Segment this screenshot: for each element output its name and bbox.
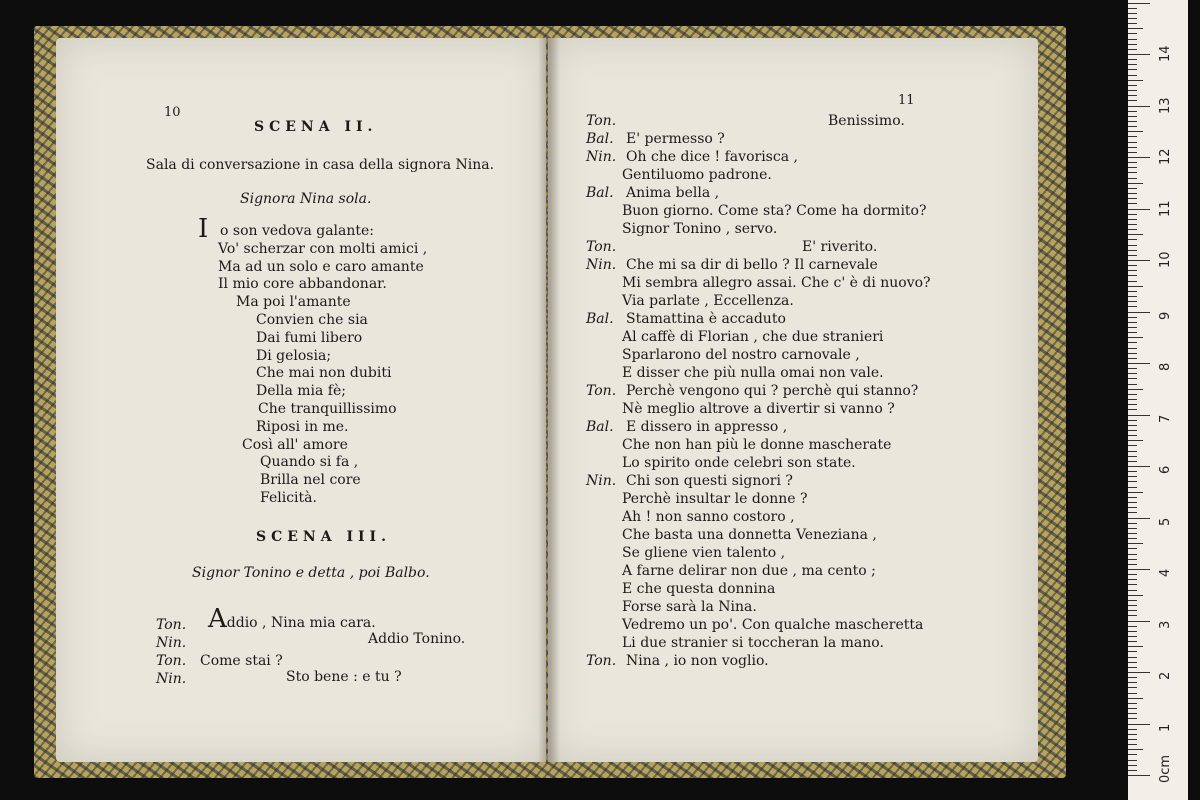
dialogue-line: Forse sarà la Nina. <box>622 599 757 615</box>
ruler-tick <box>1128 605 1137 606</box>
dialogue-line: E' permesso ? <box>626 131 725 147</box>
ruler-tick <box>1128 13 1137 14</box>
dialogue-line: Sparlarono del nostro carnovale , <box>622 347 860 363</box>
ruler-tick <box>1128 3 1150 4</box>
book-gutter <box>538 38 560 762</box>
ruler-tick <box>1128 100 1137 101</box>
ruler-tick <box>1128 775 1150 776</box>
ruler-tick <box>1128 245 1137 246</box>
speaker-label: Nin. <box>586 473 617 489</box>
page-number-left: 10 <box>164 105 181 120</box>
ruler-tick <box>1128 415 1150 416</box>
ruler-tick <box>1128 358 1137 359</box>
ruler-tick <box>1128 590 1137 591</box>
ruler-tick <box>1128 595 1143 596</box>
dialogue-line: Gentiluomo padrone. <box>622 167 772 183</box>
speaker-label: Nin. <box>156 671 187 687</box>
scene-cast: Signora Nina sola. <box>240 191 372 207</box>
ruler-tick <box>1128 502 1137 503</box>
ruler-tick <box>1128 724 1150 725</box>
page-number-right: 11 <box>898 93 915 108</box>
ruler-tick <box>1128 579 1137 580</box>
speaker-label: Ton. <box>156 653 187 669</box>
ruler-tick <box>1128 126 1137 127</box>
ruler-tick <box>1128 682 1137 683</box>
scene3-title: SCENA III. <box>256 529 391 545</box>
dialogue-line: Benissimo. <box>828 113 905 129</box>
ruler-tick <box>1128 713 1137 714</box>
ruler-tick <box>1128 548 1137 549</box>
aria-verse-line: Di gelosia; <box>256 347 332 364</box>
ruler-tick <box>1128 621 1150 622</box>
ruler-tick <box>1128 378 1137 379</box>
ruler-label: 8 <box>1158 362 1173 371</box>
ruler-tick <box>1128 281 1137 282</box>
ruler-tick <box>1128 301 1137 302</box>
ruler-tick <box>1128 337 1143 338</box>
ruler-tick <box>1128 461 1137 462</box>
ruler-tick <box>1128 373 1137 374</box>
dialogue-line: Vedremo un po'. Con qualche mascheretta <box>622 617 924 633</box>
ruler-tick <box>1128 770 1137 771</box>
speaker-label: Bal. <box>586 131 614 147</box>
dialogue-text: ddio , Nina mia cara. <box>226 615 376 631</box>
ruler-tick <box>1128 255 1137 256</box>
ruler-tick <box>1128 193 1137 194</box>
speaker-label: Ton. <box>586 239 617 255</box>
dialogue-line: Mi sembra allegro assai. Che c' è di nuovo? <box>622 275 931 291</box>
ruler-tick <box>1128 533 1137 534</box>
ruler-tick <box>1128 569 1150 570</box>
ruler-tick <box>1128 363 1150 364</box>
ruler-tick <box>1128 44 1137 45</box>
dialogue-line: Buon giorno. Come sta? Come ha dormito? <box>622 203 927 219</box>
dialogue-line: Sto bene : e tu ? <box>286 669 402 685</box>
ruler-tick <box>1128 492 1143 493</box>
ruler-tick <box>1128 564 1137 565</box>
speaker-label: Nin. <box>586 257 617 273</box>
ruler-tick <box>1128 332 1137 333</box>
ruler-tick <box>1128 409 1137 410</box>
ruler-tick <box>1128 672 1150 673</box>
ruler-tick <box>1128 471 1137 472</box>
dialogue-line: Al caffè di Florian , che due stranieri <box>622 329 884 345</box>
ruler-tick <box>1128 69 1137 70</box>
aria-verse-line: Convien che sia <box>256 312 368 328</box>
ruler-tick <box>1128 265 1137 266</box>
ruler-tick <box>1128 116 1137 117</box>
dialogue-line: Stamattina è accaduto <box>626 311 786 327</box>
ruler-label: 5 <box>1158 517 1173 526</box>
dialogue-line: Lo spirito onde celebri son state. <box>622 455 856 471</box>
ruler-label: 1 <box>1158 723 1173 732</box>
ruler-tick <box>1128 481 1137 482</box>
ruler-tick <box>1128 322 1137 323</box>
aria-verse-line: Che mai non dubiti <box>256 365 392 382</box>
aria-verse-line: Felicità. <box>260 490 317 506</box>
aria-verse-line: Riposi in me. <box>256 418 349 435</box>
ruler-tick <box>1128 631 1137 632</box>
ruler-tick <box>1128 28 1143 29</box>
speaker-label: Nin. <box>586 149 617 165</box>
speaker-label: Ton. <box>586 113 617 129</box>
ruler-tick <box>1128 188 1137 189</box>
ruler-tick <box>1128 451 1137 452</box>
dialogue-line: Anima bella , <box>626 185 720 201</box>
dialogue-line: E che questa donnina <box>622 581 776 597</box>
ruler-tick <box>1128 90 1137 91</box>
ruler-label: 14 <box>1158 45 1173 62</box>
ruler-tick <box>1128 39 1137 40</box>
aria-verse-line: Brilla nel core <box>260 472 361 489</box>
ruler-tick <box>1128 368 1137 369</box>
ruler-tick <box>1128 49 1137 50</box>
ruler-tick <box>1128 528 1137 529</box>
ruler-tick <box>1128 234 1143 235</box>
ruler-tick <box>1128 626 1137 627</box>
ruler-tick <box>1128 178 1137 179</box>
aria-verse-line: Quando si fa , <box>260 454 359 471</box>
dialogue-line: Perchè insultar le donne ? <box>622 491 808 507</box>
ruler-tick <box>1128 157 1150 158</box>
aria-verse-line: Ma ad un solo e caro amante <box>218 258 424 275</box>
ruler-tick <box>1128 342 1137 343</box>
ruler-tick <box>1128 651 1137 652</box>
ruler-tick <box>1128 749 1143 750</box>
ruler-label: 12 <box>1158 148 1173 165</box>
ruler-tick <box>1128 214 1137 215</box>
ruler-tick <box>1128 615 1137 616</box>
ruler-tick <box>1128 404 1137 405</box>
ruler-tick <box>1128 641 1137 642</box>
ruler-tick <box>1128 229 1137 230</box>
ruler-tick <box>1128 198 1137 199</box>
ruler-tick <box>1128 476 1137 477</box>
ruler-label: 7 <box>1158 414 1173 423</box>
ruler-tick <box>1128 600 1137 601</box>
ruler-tick <box>1128 203 1137 204</box>
ruler-tick <box>1128 687 1137 688</box>
aria-verse-line: Ma poi l'amante <box>236 294 351 311</box>
ruler-tick <box>1128 518 1150 519</box>
ruler-label: 4 <box>1158 568 1173 577</box>
ruler-tick <box>1128 440 1143 441</box>
ruler-tick <box>1128 167 1137 168</box>
measuring-ruler <box>1128 0 1188 800</box>
ruler-tick <box>1128 317 1137 318</box>
ruler-tick <box>1128 512 1137 513</box>
ruler-tick <box>1128 23 1137 24</box>
dialogue-line: Che basta una donnetta Veneziana , <box>622 527 877 543</box>
ruler-tick <box>1128 162 1137 163</box>
dialogue-line: Addio Tonino. <box>368 631 466 647</box>
ruler-tick <box>1128 136 1137 137</box>
ruler-label: 10 <box>1158 251 1173 268</box>
dialogue-line: Oh che dice ! favorisca , <box>626 149 798 165</box>
ruler-tick <box>1128 559 1137 560</box>
dialogue-line: E dissero in appresso , <box>626 419 788 435</box>
ruler-tick <box>1128 142 1137 143</box>
ruler-tick <box>1128 306 1137 307</box>
speaker-label: Ton. <box>586 653 617 669</box>
aria-verse-line: Dai fumi libero <box>256 329 363 346</box>
ruler-tick <box>1128 348 1137 349</box>
speaker-label: Ton. <box>586 383 617 399</box>
aria-drop-cap: I <box>198 214 209 244</box>
ruler-tick <box>1128 312 1150 313</box>
dialogue-line: Che mi sa dir di bello ? Il carnevale <box>626 257 878 273</box>
ruler-tick <box>1128 646 1143 647</box>
dialogue-line: Ah ! non sanno costoro , <box>622 509 795 525</box>
ruler-tick <box>1128 734 1137 735</box>
dialogue-line: Come stai ? <box>200 653 283 669</box>
ruler-tick <box>1128 59 1137 60</box>
ruler-tick <box>1128 765 1137 766</box>
ruler-tick <box>1128 353 1137 354</box>
speaker-label: Bal. <box>586 311 614 327</box>
ruler-tick <box>1128 80 1143 81</box>
ruler-tick <box>1128 538 1137 539</box>
ruler-tick <box>1128 250 1137 251</box>
ruler-tick <box>1128 327 1137 328</box>
ruler-tick <box>1128 54 1150 55</box>
ruler-tick <box>1128 718 1137 719</box>
ruler-tick <box>1128 121 1137 122</box>
ruler-tick <box>1128 584 1137 585</box>
ruler-tick <box>1128 708 1137 709</box>
ruler-tick <box>1128 445 1137 446</box>
dialogue-line: Li due stranier si toccheran la mano. <box>622 635 884 651</box>
speaker-label: Bal. <box>586 185 614 201</box>
ruler-tick <box>1128 152 1137 153</box>
scene-title: SCENA II. <box>254 119 378 135</box>
ruler-tick <box>1128 698 1143 699</box>
ruler-label: 2 <box>1158 671 1173 680</box>
dialogue-line: Perchè vengono qui ? perchè qui stanno? <box>626 383 919 399</box>
ruler-tick <box>1128 275 1137 276</box>
ruler-tick <box>1128 296 1137 297</box>
scene-setting: Sala di conversazione in casa della signora Nina. <box>146 157 495 173</box>
ruler-tick <box>1128 420 1137 421</box>
ruler-tick <box>1128 754 1137 755</box>
ruler-tick <box>1128 75 1137 76</box>
dialogue-line: E disser che più nulla omai non vale. <box>622 365 884 381</box>
ruler-tick <box>1128 147 1137 148</box>
ruler-tick <box>1128 8 1137 9</box>
ruler-tick <box>1128 394 1137 395</box>
dialogue-line: Signor Tonino , servo. <box>622 221 778 237</box>
ruler-tick <box>1128 662 1137 663</box>
left-page <box>56 38 546 762</box>
ruler-tick <box>1128 636 1137 637</box>
aria-verse-line: Che tranquillissimo <box>258 401 397 417</box>
ruler-tick <box>1128 183 1143 184</box>
speaker-label: Nin. <box>156 635 187 651</box>
ruler-label: 0cm <box>1158 754 1173 783</box>
ruler-label: 3 <box>1158 620 1173 629</box>
right-page <box>548 38 1038 762</box>
aria-verse-line: Vo' scherzar con molti amici , <box>218 240 428 257</box>
ruler-tick <box>1128 744 1137 745</box>
ruler-tick <box>1128 703 1137 704</box>
aria-verse-line: Così all' amore <box>242 436 348 453</box>
ruler-tick <box>1128 95 1137 96</box>
ruler-tick <box>1128 64 1137 65</box>
ruler-tick <box>1128 85 1137 86</box>
ruler-tick <box>1128 270 1137 271</box>
dialogue-line: Via parlate , Eccellenza. <box>622 293 794 309</box>
ruler-tick <box>1128 389 1143 390</box>
ruler-tick <box>1128 574 1137 575</box>
speaker-label: Bal. <box>586 419 614 435</box>
ruler-tick <box>1128 739 1137 740</box>
ruler-tick <box>1128 543 1143 544</box>
ruler-tick <box>1128 487 1137 488</box>
ruler-tick <box>1128 260 1150 261</box>
dialogue-line: Nina , io non voglio. <box>626 653 769 669</box>
ruler-tick <box>1128 760 1137 761</box>
ruler-label: 13 <box>1158 96 1173 114</box>
dialogue-line <box>208 604 376 634</box>
dialogue-line: Chi son questi signori ? <box>626 473 793 489</box>
ruler-tick <box>1128 399 1137 400</box>
aria-verse-line: Della mia fè; <box>256 383 346 400</box>
dialogue-line: E' riverito. <box>802 239 878 255</box>
ruler-label: 6 <box>1158 465 1173 474</box>
ruler-tick <box>1128 219 1137 220</box>
dialogue-line: Se gliene vien talento , <box>622 545 786 561</box>
ruler-tick <box>1128 33 1137 34</box>
ruler-tick <box>1128 610 1137 611</box>
ruler-tick <box>1128 286 1143 287</box>
ruler-tick <box>1128 111 1137 112</box>
aria-verse-line: o son vedova galante: <box>220 223 375 239</box>
ruler-tick <box>1128 172 1137 173</box>
dialogue-line: Nè meglio altrove a divertir si vanno ? <box>622 401 895 417</box>
ruler-tick <box>1128 209 1150 210</box>
aria-verse-line: Il mio core abbandonar. <box>218 276 387 293</box>
ruler-tick <box>1128 456 1137 457</box>
dialogue-line: Che non han più le donne mascherate <box>622 437 892 453</box>
ruler-tick <box>1128 497 1137 498</box>
ruler-tick <box>1128 291 1137 292</box>
ruler-tick <box>1128 677 1137 678</box>
scene3-cast: Signor Tonino e detta , poi Balbo. <box>192 565 430 581</box>
ruler-tick <box>1128 239 1137 240</box>
ruler-tick <box>1128 523 1137 524</box>
dialogue-line: A farne delirar non due , ma cento ; <box>622 563 876 579</box>
ruler-tick <box>1128 466 1150 467</box>
ruler-tick <box>1128 435 1137 436</box>
dialogue-drop-cap: A <box>208 604 227 634</box>
ruler-tick <box>1128 430 1137 431</box>
ruler-tick <box>1128 384 1137 385</box>
ruler-tick <box>1128 507 1137 508</box>
ruler-tick <box>1128 106 1150 107</box>
ruler-tick <box>1128 729 1137 730</box>
ruler-tick <box>1128 224 1137 225</box>
speaker-label: Ton. <box>156 617 187 633</box>
ruler-label: 11 <box>1158 199 1173 217</box>
ruler-label: 9 <box>1158 311 1173 320</box>
ruler-tick <box>1128 554 1137 555</box>
ruler-tick <box>1128 657 1137 658</box>
ruler-tick <box>1128 425 1137 426</box>
ruler-tick <box>1128 667 1137 668</box>
ruler-tick <box>1128 18 1137 19</box>
ruler-tick <box>1128 693 1137 694</box>
ruler-tick <box>1128 131 1143 132</box>
